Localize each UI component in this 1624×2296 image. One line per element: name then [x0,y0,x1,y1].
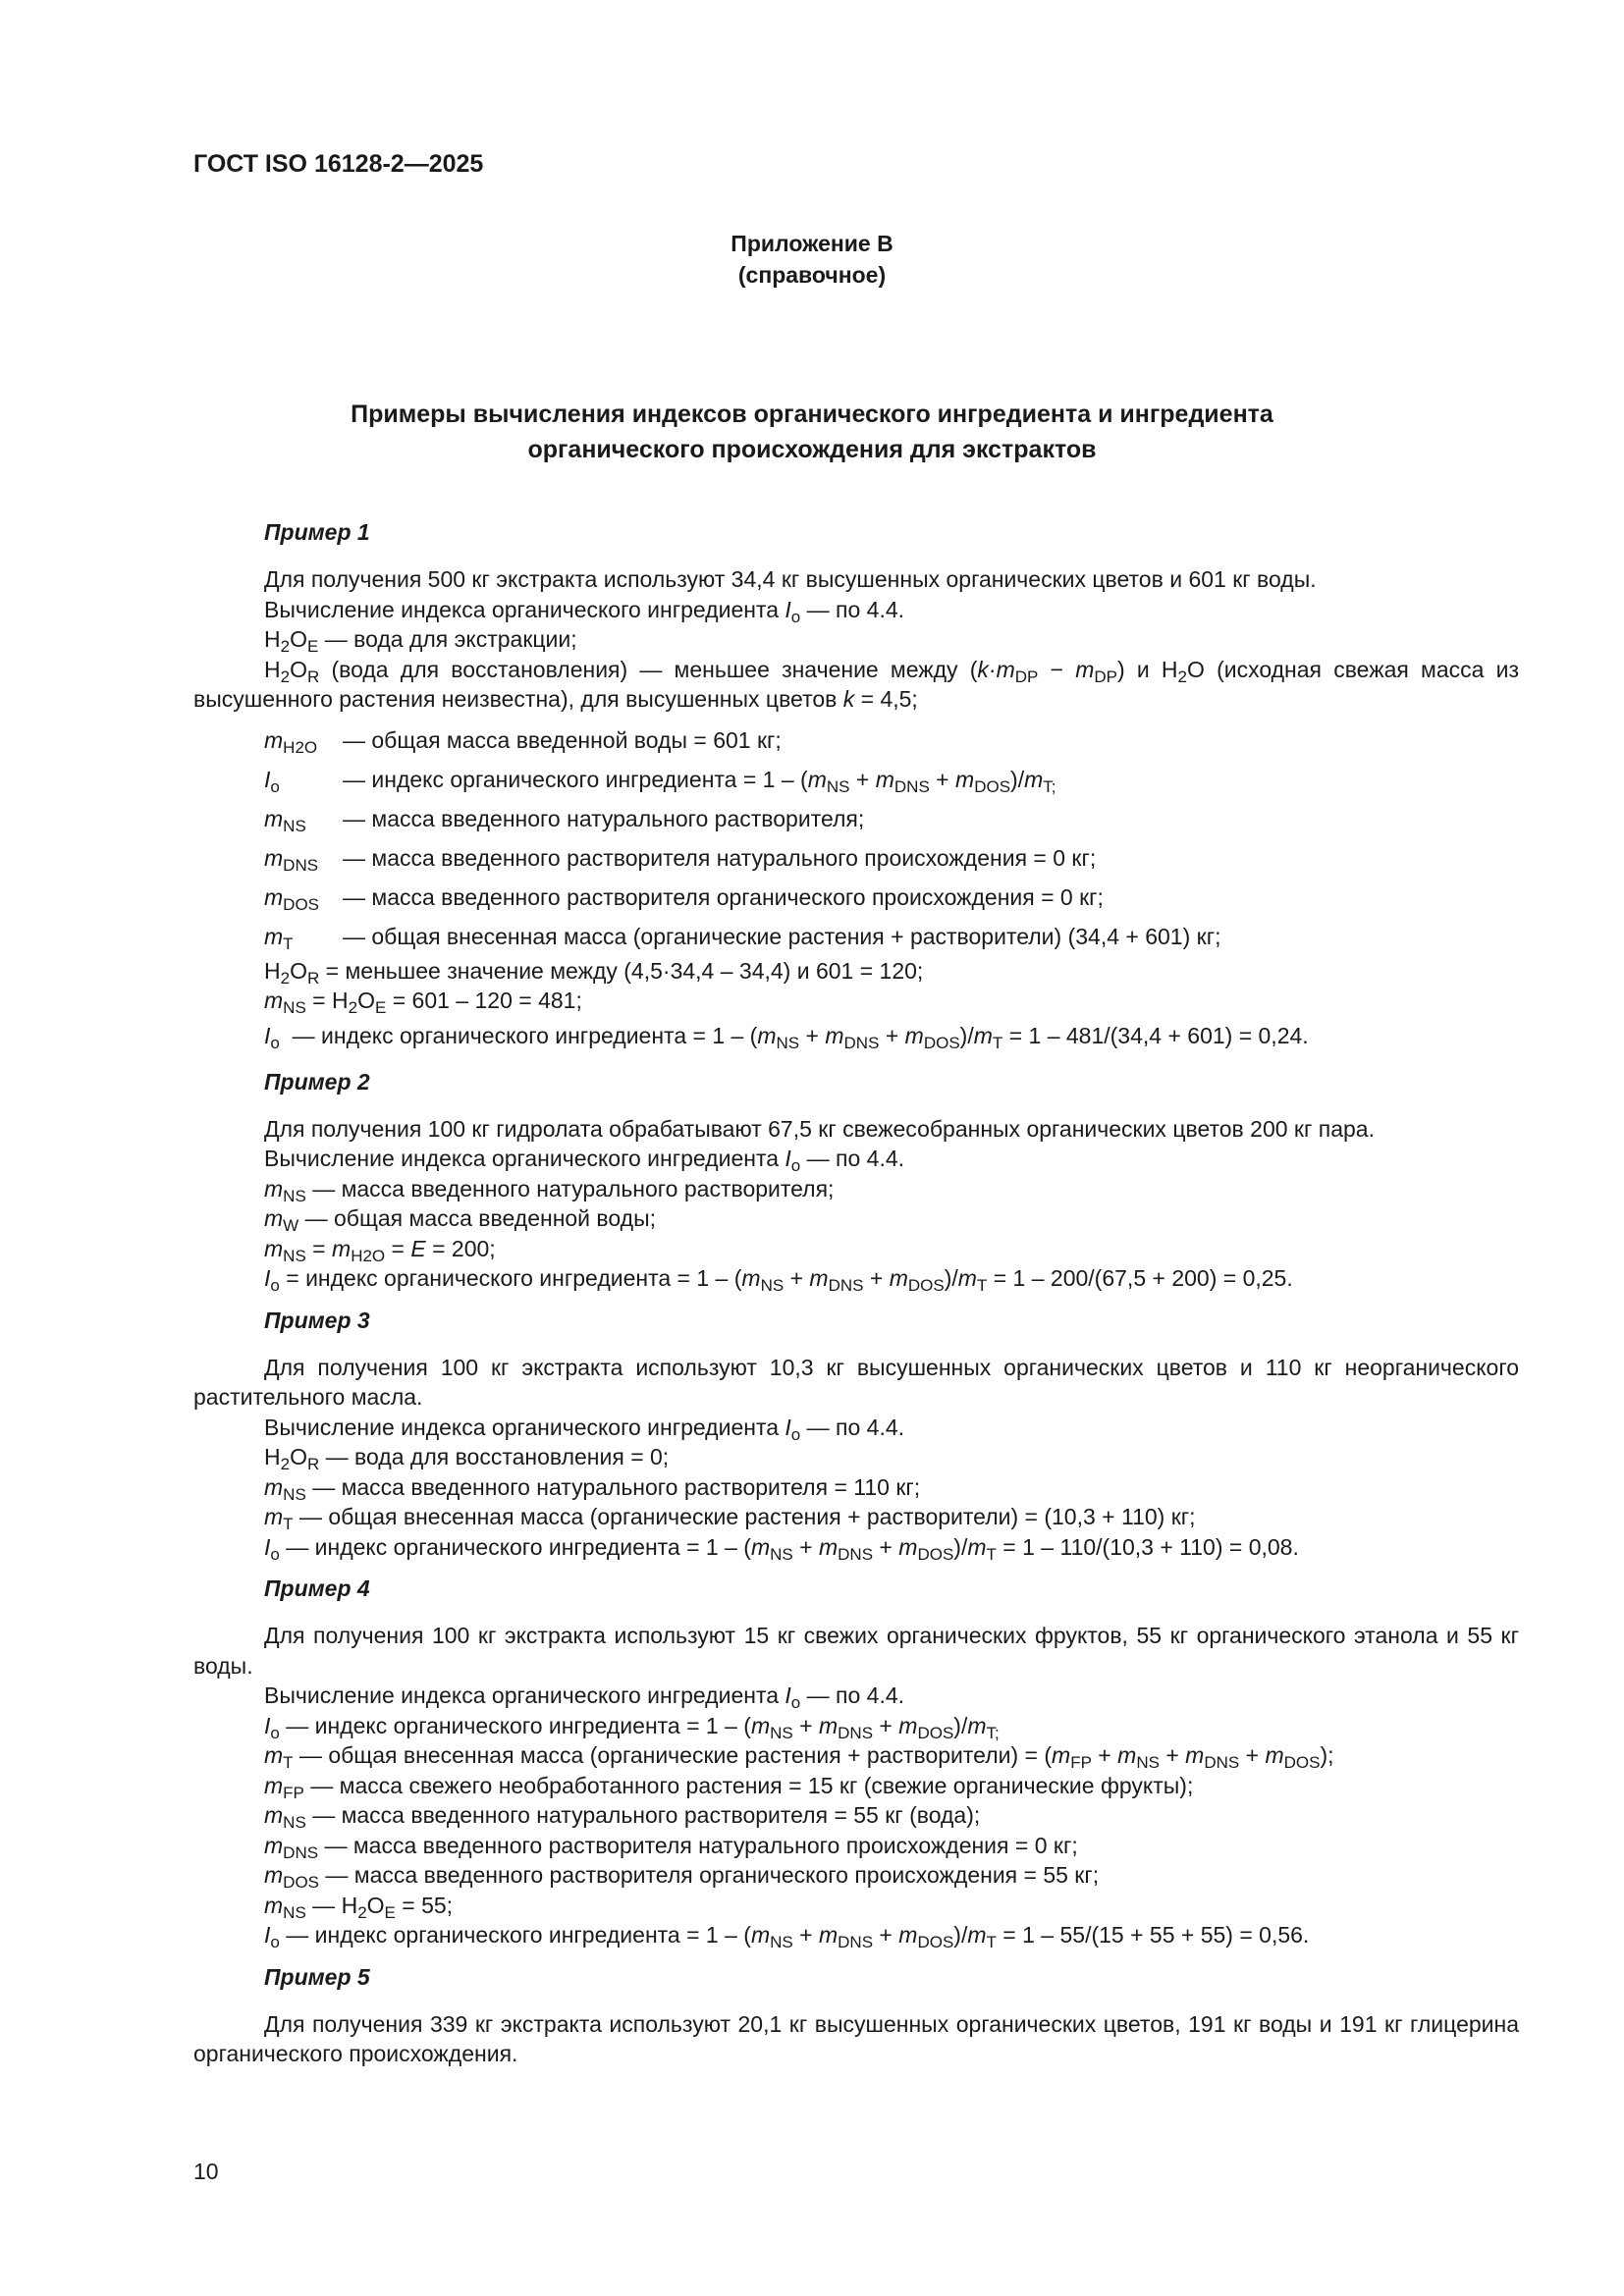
annex-title [0,397,1624,467]
calc-reference: Вычисление индекса органического ингредиента $I_o$ — по 4.4. [264,1146,905,1175]
example-intro: Для получения 100 кг гидролата обрабатывают 67,5 кг свежесобранных органических цветов 200 кг пара. [264,1115,1375,1142]
example-title: Пример 4 [264,1575,370,1601]
definition-row: $m_{H2O}$ — общая масса введенной воды = 601 кг; [264,726,782,757]
calc-reference: Вычисление индекса органического ингредиента $I_o$ — по 4.4. [264,1682,905,1712]
calc-result: $I_o$ — индекс органического ингредиента = $1 - (m_{NS} + m_{DNS} + m_{DOS})/m_T = 1 - 481/(34,4 + 601) = 0,24$. [264,1022,1309,1052]
document-body [193,506,1519,2069]
calc-line: $m_{NS}$ — масса введенного натурального растворителя = 55 кг (вода); [264,1802,981,1832]
calc-result: $I_o$ — индекс органического ингредиента = $1 - (m_{NS} + m_{DNS} + m_{DOS})/m_T = 1 - 55/(15 + 55 + 55) = 0,56$. [264,1922,1310,1951]
document-code: ГОСТ ISO 16128-2—2025 [193,150,484,178]
example-intro: Для получения 100 кг экстракта используют 15 кг свежих органических фруктов, 55 кг органического этанола и 55 кг воды. [193,1623,1519,1679]
example-intro: Для получения 339 кг экстракта используют 20,1 кг высушенных органических цветов, 191 кг воды и 191 кг глицерина органического происхождения. [193,2010,1519,2066]
h2or-definition: $H_2O_R$ (вода для восстановления) — меньшее значение между $(k\cdot m_{DP} - m_{DP})$ и $H_2O$ (исходная свежая масса из высушенного растения неизвестна), для высушенных цветов k = 4,5; [193,656,1520,712]
definition-row: $I_o$ — индекс органического ингредиента = $1 - (m_{NS} + m_{DNS} + m_{DOS})/m_{T;}$ [264,766,1056,796]
calc-line: $H_2O_R$ = меньшее значение между (4,5·34,4 – 34,4) и 601 = 120; [264,957,924,988]
definition-row: $m_{DNS}$ — масса введенного растворителя натурального происхождения = 0 кг; [264,844,1097,875]
calc-reference: Вычисление индекса органического ингредиента $I_o$ — по 4.4. [264,596,905,626]
calc-line: $m_{NS}$ — масса введенного натурального растворителя; [264,1175,835,1205]
calc-line: $m_W$ — общая масса введенной воды; [264,1205,657,1235]
definition-row: $m_{NS}$ — масса введенного натурального растворителя; [264,805,865,835]
calc-line: $H_2O_R$ — вода для восстановления = 0; [264,1444,670,1473]
calc-line: $m_{FP}$ — масса свежего необработанного растения = 15 кг (свежие органические фрукты); [264,1772,1194,1802]
annex-title-line2: органического происхождения для экстрактов [527,436,1097,463]
definition-row: $m_{DOS}$ — масса введенного растворителя органического происхождения = 0 кг; [264,883,1104,914]
calc-line: $m_{NS}$ — масса введенного натурального растворителя = 110 кг; [264,1473,921,1504]
calc-line: $m_{NS} = H_2O_E = 601 - 120 = 481$; [264,988,582,1017]
example-5 [193,1962,1519,2069]
page-number: 10 [193,2159,219,2184]
calc-line: $m_T$ — общая внесенная масса (органические растения + растворители) = (10,3 + 110) кг; [264,1504,1196,1533]
calc-result: $I_o$ = индекс органического ингредиента = $1 - (m_{NS} + m_{DNS} + m_{DOS})/m_T = 1 - 200/(67,5 + 200) = 0,25$. [264,1265,1293,1295]
annex-heading [0,228,1624,291]
calc-line: $m_{DNS}$ — масса введенного растворителя натурального происхождения = 0 кг; [264,1832,1078,1862]
example-title: Пример 2 [264,1068,370,1095]
example-title: Пример 5 [264,1963,370,1990]
calc-line: $I_o$ — индекс органического ингредиента = $1 - (m_{NS} + m_{DNS} + m_{DOS})/m_{T;}$ [264,1712,1000,1742]
example-intro: Для получения 100 кг экстракта используют 10,3 кг высушенных органических цветов и 110 кг неорганического растительного масла. [193,1354,1519,1410]
annex-label: Приложение В [731,231,893,256]
calc-result: $I_o$ — индекс органического ингредиента = $1 - (m_{NS} + m_{DNS} + m_{DOS})/m_T = 1 - 110/(10,3 + 110) = 0,08$. [264,1533,1299,1564]
calc-line: $m_{DOS}$ — масса введенного растворителя органического происхождения = 55 кг; [264,1862,1100,1892]
calc-line: $m_T$ — общая внесенная масса (органические растения + растворители) = $(m_{FP} + m_{NS} + m_{DNS} + m_{DOS})$; [264,1742,1334,1772]
example-title: Пример 1 [264,519,370,545]
example-title: Пример 3 [264,1307,370,1333]
h2oe-definition: $H_2O_E$ — вода для экстракции; [264,626,577,656]
example-1 [193,517,1519,1055]
example-4 [193,1574,1519,1950]
calc-line: $m_{NS} = m_{H2O} = E = 200$; [264,1235,496,1265]
annex-title-line1: Примеры вычисления индексов органического ингредиента и ингредиента [351,400,1273,428]
example-intro: Для получения 500 кг экстракта используют 34,4 кг высушенных органических цветов и 601 кг воды. [264,566,1317,592]
example-3 [193,1306,1519,1563]
calc-reference: Вычисление индекса органического ингредиента $I_o$ — по 4.4. [264,1414,905,1444]
annex-type: (справочное) [737,262,887,288]
definition-row: $m_T$ — общая внесенная масса (органические растения + растворители) (34,4 + 601) кг; [264,923,1221,953]
example-2 [193,1067,1519,1294]
calc-line: $m_{NS}$ — $H_2O_E = 55$; [264,1892,454,1922]
